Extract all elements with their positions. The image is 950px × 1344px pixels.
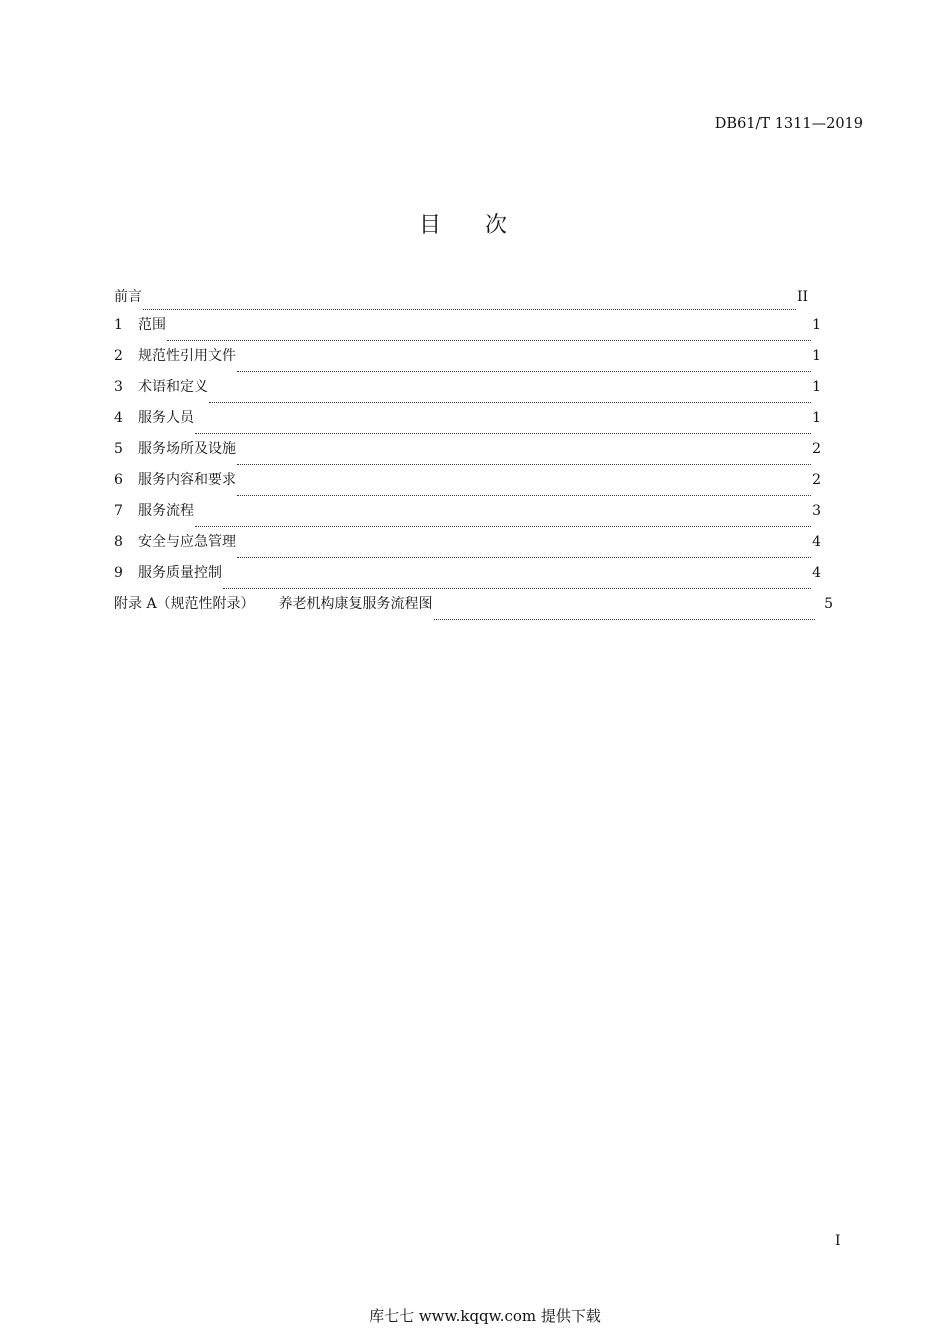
toc-entry[interactable] xyxy=(114,314,821,345)
toc-page: 3 xyxy=(812,503,821,519)
toc-leader xyxy=(195,432,811,434)
toc-label: 服务人员 xyxy=(138,410,194,426)
toc-leader xyxy=(223,587,811,589)
toc-number: 5 xyxy=(114,441,123,457)
toc-entry[interactable] xyxy=(114,407,821,438)
toc-label: 范围 xyxy=(138,317,166,333)
toc-number: 2 xyxy=(114,348,123,364)
toc-page: 5 xyxy=(824,596,833,612)
toc-leader xyxy=(209,401,811,403)
toc-label: 服务流程 xyxy=(138,503,194,519)
toc-label: 术语和定义 xyxy=(138,379,208,395)
toc-number: 8 xyxy=(114,534,123,550)
toc-leader xyxy=(195,525,811,527)
toc-page: 1 xyxy=(812,410,821,426)
toc-label: 前言 xyxy=(114,289,142,305)
page-title: 目次 xyxy=(418,213,551,238)
toc-label: 服务质量控制 xyxy=(138,565,222,581)
toc-entry[interactable] xyxy=(114,438,821,469)
toc-entry-foreword[interactable] xyxy=(114,286,808,314)
toc-number: 9 xyxy=(114,565,123,581)
toc-annex-prefix: 附录 A（规范性附录） xyxy=(114,596,255,612)
toc-page: 1 xyxy=(812,317,821,333)
toc-leader xyxy=(167,339,811,341)
page-number: I xyxy=(835,1233,841,1249)
toc-entry[interactable] xyxy=(114,469,821,500)
toc-page: 1 xyxy=(812,379,821,395)
toc-label: 规范性引用文件 xyxy=(138,348,236,364)
toc-label: 服务内容和要求 xyxy=(138,472,236,488)
toc-page: II xyxy=(796,289,808,305)
toc-entry[interactable] xyxy=(114,345,821,376)
toc-leader xyxy=(237,494,811,496)
toc-leader xyxy=(237,370,811,372)
toc-entry[interactable] xyxy=(114,562,821,593)
toc-leader xyxy=(143,308,796,310)
toc-number: 3 xyxy=(114,379,123,395)
document-code: DB61/T 1311—2019 xyxy=(714,116,863,132)
toc-page: 2 xyxy=(812,441,821,457)
toc-entry[interactable] xyxy=(114,531,821,562)
table-of-contents xyxy=(114,286,833,624)
toc-entry[interactable] xyxy=(114,376,821,407)
toc-number: 6 xyxy=(114,472,123,488)
toc-leader xyxy=(237,463,811,465)
toc-leader xyxy=(237,556,811,558)
footer-download-note: 库七七 www.kqqw.com 提供下载 xyxy=(369,1307,601,1325)
toc-page: 2 xyxy=(812,472,821,488)
toc-number: 1 xyxy=(114,317,123,333)
toc-label: 安全与应急管理 xyxy=(138,534,236,550)
toc-entry[interactable] xyxy=(114,500,821,531)
toc-number: 4 xyxy=(114,410,123,426)
toc-page: 4 xyxy=(812,534,821,550)
toc-page: 1 xyxy=(812,348,821,364)
toc-page: 4 xyxy=(812,565,821,581)
toc-number: 7 xyxy=(114,503,123,519)
toc-leader xyxy=(434,618,816,620)
toc-label: 服务场所及设施 xyxy=(138,441,236,457)
toc-entry-annex-a[interactable] xyxy=(114,593,833,624)
toc-label: 养老机构康复服务流程图 xyxy=(278,596,433,612)
